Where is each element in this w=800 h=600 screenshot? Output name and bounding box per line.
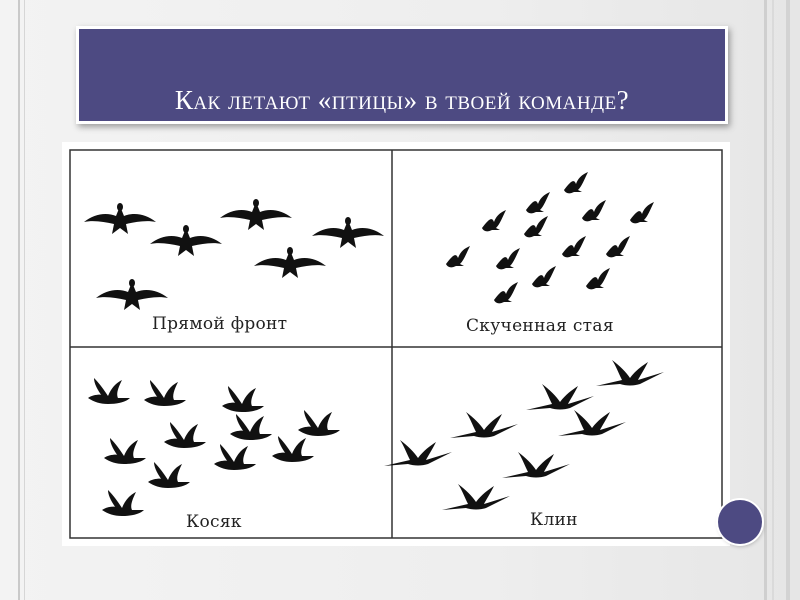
bird-silhouette-icon	[582, 200, 606, 221]
bird-silhouette-icon	[298, 410, 340, 436]
bird-silhouette-icon	[496, 248, 520, 269]
front-formation-birds	[84, 199, 384, 310]
right-decor-line	[786, 0, 790, 600]
bird-silhouette-icon	[88, 378, 130, 404]
bird-silhouette-icon	[562, 236, 586, 257]
bird-silhouette-icon	[482, 210, 506, 231]
caption-flock: Скученная стая	[466, 316, 614, 336]
bird-silhouette-icon	[564, 172, 588, 193]
bird-silhouette-icon	[494, 282, 518, 303]
bird-silhouette-icon	[442, 484, 510, 510]
bird-silhouette-icon	[104, 438, 146, 464]
nav-circle-icon[interactable]	[718, 500, 762, 544]
right-decor-line	[772, 0, 774, 600]
bird-silhouette-icon	[230, 414, 272, 440]
bird-silhouette-icon	[150, 225, 222, 256]
caption-wedge: Клин	[530, 510, 578, 530]
bird-silhouette-icon	[312, 217, 384, 248]
wedge-formation-birds	[384, 360, 664, 510]
bird-silhouette-icon	[450, 412, 518, 438]
bird-silhouette-icon	[384, 440, 452, 466]
bird-silhouette-icon	[502, 452, 570, 478]
bird-silhouette-icon	[148, 462, 190, 488]
right-decor-line	[764, 0, 767, 600]
bird-silhouette-icon	[630, 202, 654, 223]
title-bar	[76, 26, 728, 124]
skein-formation-birds	[88, 378, 340, 516]
bird-silhouette-icon	[558, 410, 626, 436]
bird-silhouette-icon	[524, 216, 548, 237]
left-decor-line	[24, 0, 25, 600]
bird-silhouette-icon	[214, 444, 256, 470]
bird-silhouette-icon	[220, 199, 292, 230]
bird-silhouette-icon	[96, 279, 168, 310]
bird-silhouette-icon	[606, 236, 630, 257]
bird-formations-figure	[62, 142, 730, 546]
bird-silhouette-icon	[144, 380, 186, 406]
slide-title: Как летают «птицы» в твоей команде?	[174, 85, 630, 115]
bird-silhouette-icon	[222, 386, 264, 412]
caption-front: Прямой фронт	[152, 314, 288, 334]
bird-silhouette-icon	[446, 246, 470, 267]
bird-silhouette-icon	[102, 490, 144, 516]
bird-silhouette-icon	[586, 268, 610, 289]
bird-silhouette-icon	[272, 436, 314, 462]
bird-silhouette-icon	[596, 360, 664, 386]
bird-silhouette-icon	[164, 422, 206, 448]
bird-silhouette-icon	[526, 384, 594, 410]
bird-silhouette-icon	[526, 192, 550, 213]
crowded-flock-birds	[446, 172, 654, 303]
formations-illustration	[62, 142, 730, 546]
caption-skein: Косяк	[186, 512, 242, 532]
bird-silhouette-icon	[532, 266, 556, 287]
bird-silhouette-icon	[84, 203, 156, 234]
left-decor-line	[18, 0, 20, 600]
bird-silhouette-icon	[254, 247, 326, 278]
